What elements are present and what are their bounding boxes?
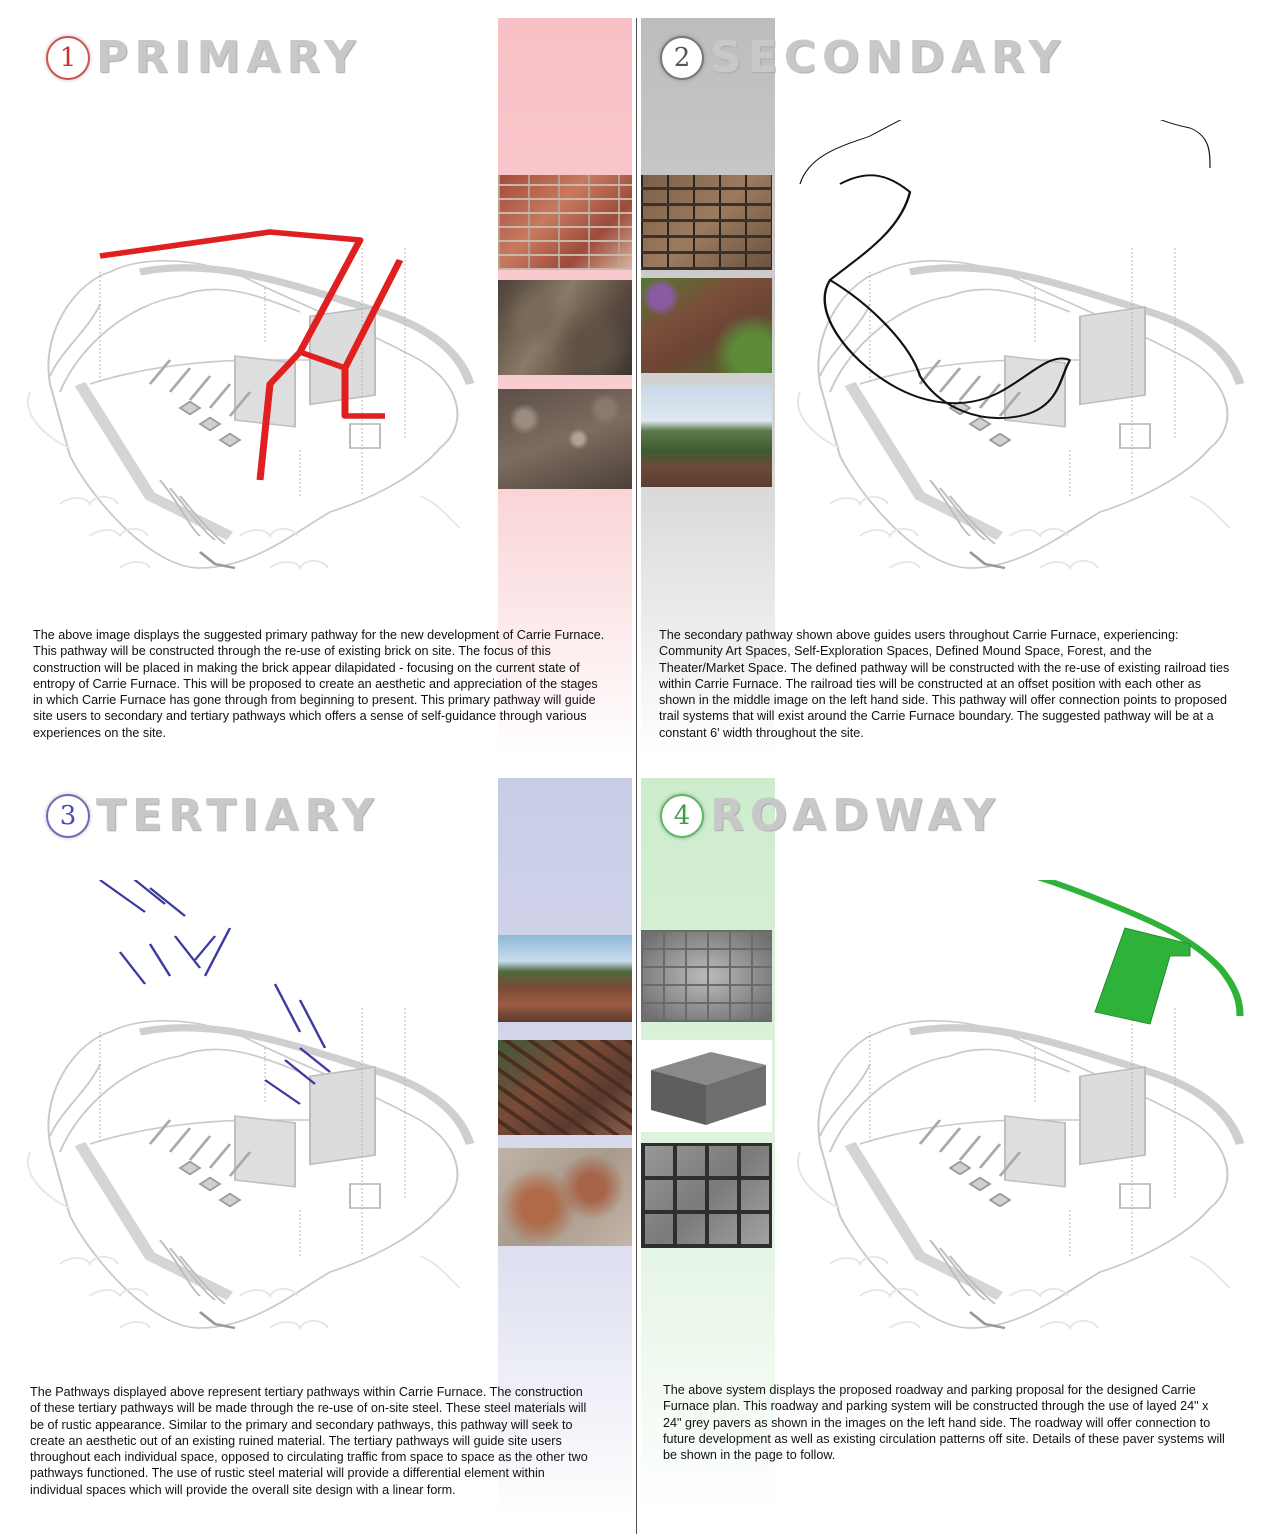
- tertiary-heading: TERTIARY: [96, 790, 380, 841]
- center-divider: [636, 18, 637, 1534]
- primary-number: 1: [59, 42, 77, 73]
- secondary-heading: SECONDARY: [710, 32, 1067, 83]
- tertiary-description: The Pathways displayed above represent tertiary pathways within Carrie Furnace. The construction of these tertiary pathways will be made through the re-use of on-site steel. These steel materials will be of rustic appearance. Similar to the primary and secondary pathways, this pathway will seek to create an aesthetic out of an existing ruined material. The tertiary pathways will guide site users throughout each individual space, opposed to circulating traffic from space to space as the other two pathways functioned. The use of rustic steel material will provide a differential element within individual spaces which will provide the overall site design with a linear form.: [30, 1385, 588, 1497]
- rusted-rails-yard-photo: [498, 935, 632, 1022]
- tertiary-number-badge: [46, 794, 90, 838]
- railroad-track-photo: [641, 385, 772, 487]
- tertiary-site-diagram: [0, 880, 495, 1360]
- dilapidated-brick-photo: [498, 280, 632, 375]
- tertiary-number: 3: [59, 800, 77, 831]
- rusted-steel-surface-photo: [498, 1148, 632, 1246]
- secondary-outer-trail: [800, 120, 1210, 184]
- single-paver-block-photo: [641, 1040, 772, 1132]
- primary-number-badge: [46, 36, 90, 80]
- secondary-number-badge: [660, 36, 704, 80]
- secondary-number: 2: [673, 42, 691, 73]
- roadway-site-diagram: [770, 880, 1265, 1360]
- paver-block-shape: [641, 1040, 772, 1132]
- rubble-brick-photo: [498, 389, 632, 489]
- paver-road-photo: [641, 930, 772, 1022]
- primary-title: [46, 32, 362, 83]
- roadway-description: The above system displays the proposed roadway and parking proposal for the designed Carrie Furnace plan. This roadway and parking system will be constructed through the use of layed 24" x 24" grey pavers as shown in the images on the left hand side. The roadway will offer connection to future development as well as existing circulation patterns off site. Details of these paver systems will be shown in the page to follow.: [663, 1383, 1225, 1463]
- steel-debris-photo: [498, 1040, 632, 1135]
- secondary-title: [660, 32, 1066, 83]
- primary-heading: PRIMARY: [96, 32, 362, 83]
- roadway-title: [660, 790, 1001, 841]
- secondary-description: The secondary pathway shown above guides users throughout Carrie Furnace, experiencing: Community Art Spaces, Self-Exploration Spaces, Defined Mound Space, Forest, and the Theater/Market Space. The defined pathway will be constructed with the re-use of existing railroad ties within Carrie Furnace. The railroad ties will be constructed at an offset position with each other as shown in the middle image on the left hand side. This pathway will offer connection points to proposed trail systems that will exist around the Carrie Furnace boundary. The suggested pathway will be at a constant 6' width throughout the site.: [659, 628, 1230, 740]
- roadway-number-badge: [660, 794, 704, 838]
- tertiary-title: [46, 790, 380, 841]
- roadway-heading: ROADWAY: [710, 790, 1001, 841]
- stacked-pavers-photo: [641, 1143, 772, 1248]
- railroad-ties-stack-photo: [641, 175, 772, 270]
- parking-lot: [1095, 928, 1190, 1024]
- offset-ties-garden-photo: [641, 278, 772, 373]
- primary-site-diagram: [0, 120, 495, 600]
- brick-wall-photo: [498, 175, 632, 270]
- primary-description: The above image displays the suggested primary pathway for the new development of Carrie Furnace. This pathway will be constructed through the re-use of existing brick on site. The focus of this construction will be placed in making the brick appear dilapidated - focusing on the current state of entropy of Carrie Furnace. This will be proposed to create an aesthetic and appreciation of the stages in which Carrie Furnace has gone through from beginning to present. This primary pathway will guide site users to secondary and tertiary pathways which offers a sense of self-guidance through various experiences on the site.: [33, 628, 605, 740]
- secondary-site-diagram: [770, 120, 1265, 600]
- roadway-number: 4: [673, 800, 691, 831]
